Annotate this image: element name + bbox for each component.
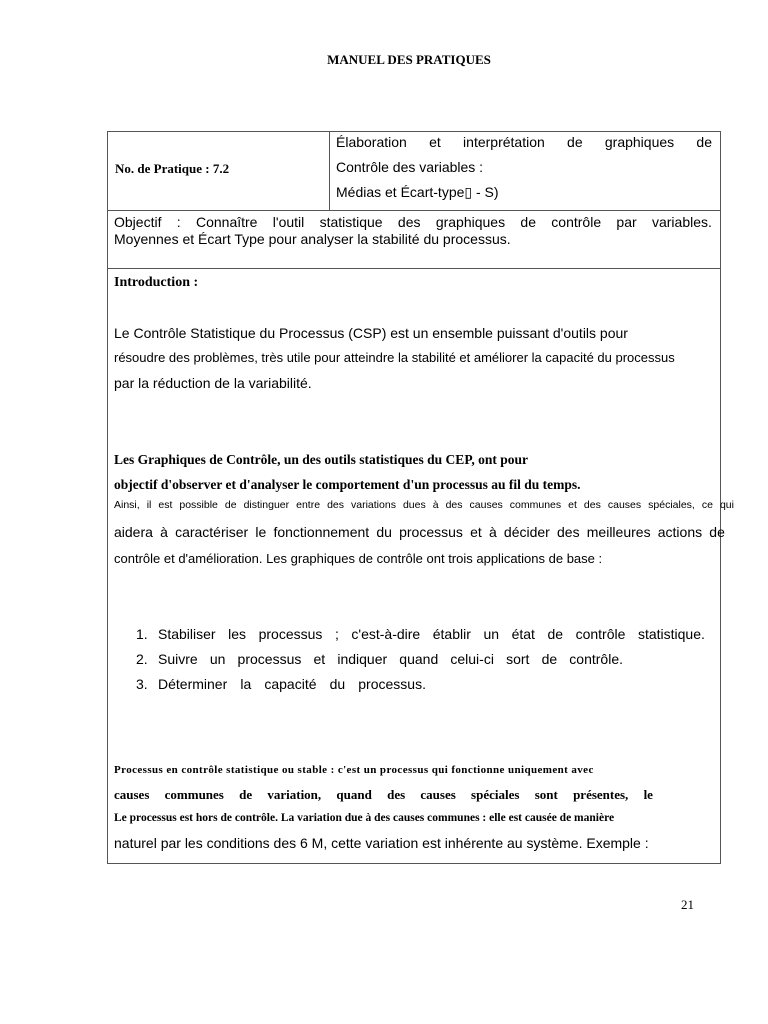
objective-row (108, 211, 720, 269)
word: ; (334, 626, 339, 642)
page-number: 21 (681, 897, 694, 912)
word: Stabiliser (158, 626, 216, 642)
word: et (429, 134, 441, 150)
word: causes (114, 787, 150, 802)
word: et (313, 651, 326, 667)
intro-paragraph-2-line-3 (114, 524, 725, 540)
word: à (432, 499, 439, 511)
word: fonctionnement (273, 524, 370, 540)
intro-paragraph-2-bold-line-1: Les Graphiques de Contrôle, un des outils statistiques du CEP, ont pour (114, 452, 528, 467)
word: à (488, 524, 497, 540)
intro-paragraph-1-line-1: Le Contrôle Statistique du Processus (CSP) est un ensemble puissant d'outils pour (114, 325, 628, 341)
word: de (547, 626, 564, 642)
intro-paragraph-3-line-1: Processus en contrôle statistique ou stable : c'est un processus qui fonctionne uniquement avec (114, 764, 594, 776)
word: celui-ci (450, 651, 494, 667)
word: de (696, 134, 712, 150)
word: contrôle (551, 214, 602, 230)
word: interprétation (463, 134, 545, 150)
word: des (397, 214, 421, 230)
word: processus (399, 524, 463, 540)
word: des (387, 787, 406, 802)
word: établir (432, 626, 471, 642)
practice-title-line-3: Médias et Écart-type▯ - S) (336, 184, 499, 200)
word: c'est-à-dire (351, 626, 421, 642)
word: dues (402, 499, 426, 511)
word: de (541, 651, 558, 667)
word: quand (399, 651, 439, 667)
intro-paragraph-3-line-4: naturel par les conditions des 6 M, cette variation est inhérente au système. Exemple : (114, 835, 649, 851)
practice-title-cell (330, 132, 720, 210)
word: des (445, 499, 463, 511)
practice-header-row (108, 132, 720, 211)
word: processus. (358, 676, 426, 692)
word: le (255, 524, 267, 540)
introduction-section (108, 269, 734, 863)
intro-paragraph-3-line-2 (114, 787, 653, 803)
word: ce (701, 499, 713, 511)
word: un (483, 626, 500, 642)
word: variables. (651, 214, 712, 230)
word: et (568, 499, 577, 511)
intro-paragraph-2-line-4: contrôle et d'amélioration. Les graphiques de contrôle ont trois applications de base : (114, 551, 603, 566)
word: processus (258, 626, 323, 642)
word: actions (657, 524, 703, 540)
word: par (616, 214, 637, 230)
list-text (158, 626, 705, 642)
word: le (643, 787, 653, 802)
word: spéciales (471, 787, 520, 802)
word: Objectif (114, 214, 162, 230)
word: Élaboration (336, 134, 407, 150)
word: caractériser (175, 524, 249, 540)
word: décider (503, 524, 550, 540)
introduction-heading: Introduction : (114, 275, 199, 290)
word: contrôle. (569, 651, 623, 667)
word: présentes, (573, 787, 629, 802)
word: Connaître (195, 214, 258, 230)
word: indiquer (337, 651, 388, 667)
word: un (209, 651, 226, 667)
word: meilleures (586, 524, 651, 540)
word: quand (336, 787, 372, 802)
word: il (146, 499, 152, 511)
word: possible (179, 499, 218, 511)
word: spéciales, (648, 499, 695, 511)
intro-paragraph-3-line-3: Le processus est hors de contrôle. La variation due à des causes communes : elle est causée de manière (114, 812, 615, 824)
intro-paragraph-2-small-line (114, 499, 734, 511)
word: les (228, 626, 247, 642)
word: Déterminer (158, 676, 228, 692)
word: du (376, 524, 392, 540)
word: aidera (114, 524, 153, 540)
word: variation, (267, 787, 322, 802)
word: du (329, 676, 346, 692)
word: communes (164, 787, 224, 802)
practice-title-line-1 (336, 134, 712, 150)
word: processus (237, 651, 302, 667)
word: la (240, 676, 252, 692)
word: graphiques (604, 134, 675, 150)
word: état (511, 626, 535, 642)
word: sort (506, 651, 530, 667)
objective-line-1 (114, 214, 712, 230)
word: Ainsi, (114, 499, 140, 511)
word: des (557, 524, 580, 540)
practice-number-cell (108, 132, 330, 210)
word: capacité (264, 676, 317, 692)
word: entre (296, 499, 321, 511)
word: est (158, 499, 173, 511)
word: sont (534, 787, 558, 802)
word: variations (351, 499, 396, 511)
intro-paragraph-1-line-2: résoudre des problèmes, très utile pour atteindre la stabilité et améliorer la capacité du processus (114, 350, 675, 365)
word: qui (719, 499, 734, 511)
intro-paragraph-1-line-3: par la réduction de la variabilité. (114, 375, 312, 391)
word: l'outil (272, 214, 305, 230)
list-text (158, 676, 426, 692)
word: des (327, 499, 344, 511)
word: de (520, 214, 536, 230)
word: causes (469, 499, 503, 511)
word: distinguer (243, 499, 290, 511)
list-number: 3. (136, 676, 148, 692)
word: statistique (319, 214, 383, 230)
word: de (224, 499, 237, 511)
objective-line-2: Moyennes et Écart Type pour analyser la stabilité du processus. (114, 231, 511, 247)
word: des (583, 499, 601, 511)
word: statistique. (637, 626, 705, 642)
word: : (176, 214, 181, 230)
word: de (709, 524, 725, 540)
word: de (239, 787, 253, 802)
list-number: 1. (136, 626, 148, 642)
word: et (470, 524, 482, 540)
word: contrôle (575, 626, 626, 642)
document-header-title: MANUEL DES PRATIQUES (327, 52, 491, 67)
word: causes (607, 499, 642, 511)
practice-table (107, 131, 734, 864)
word: de (567, 134, 583, 150)
practice-title-line-2: Contrôle des variables : (336, 159, 484, 175)
word: causes (420, 787, 456, 802)
intro-paragraph-2-bold-line-2: objectif d'observer et d'analyser le comportement d'un processus au fil du temps. (114, 477, 581, 492)
word: communes (509, 499, 562, 511)
practice-number: No. de Pratique : 7.2 (115, 161, 230, 176)
list-text (158, 651, 623, 667)
word: Suivre (158, 651, 198, 667)
word: graphiques (435, 214, 506, 230)
word: à (160, 524, 168, 540)
list-number: 2. (136, 651, 148, 667)
